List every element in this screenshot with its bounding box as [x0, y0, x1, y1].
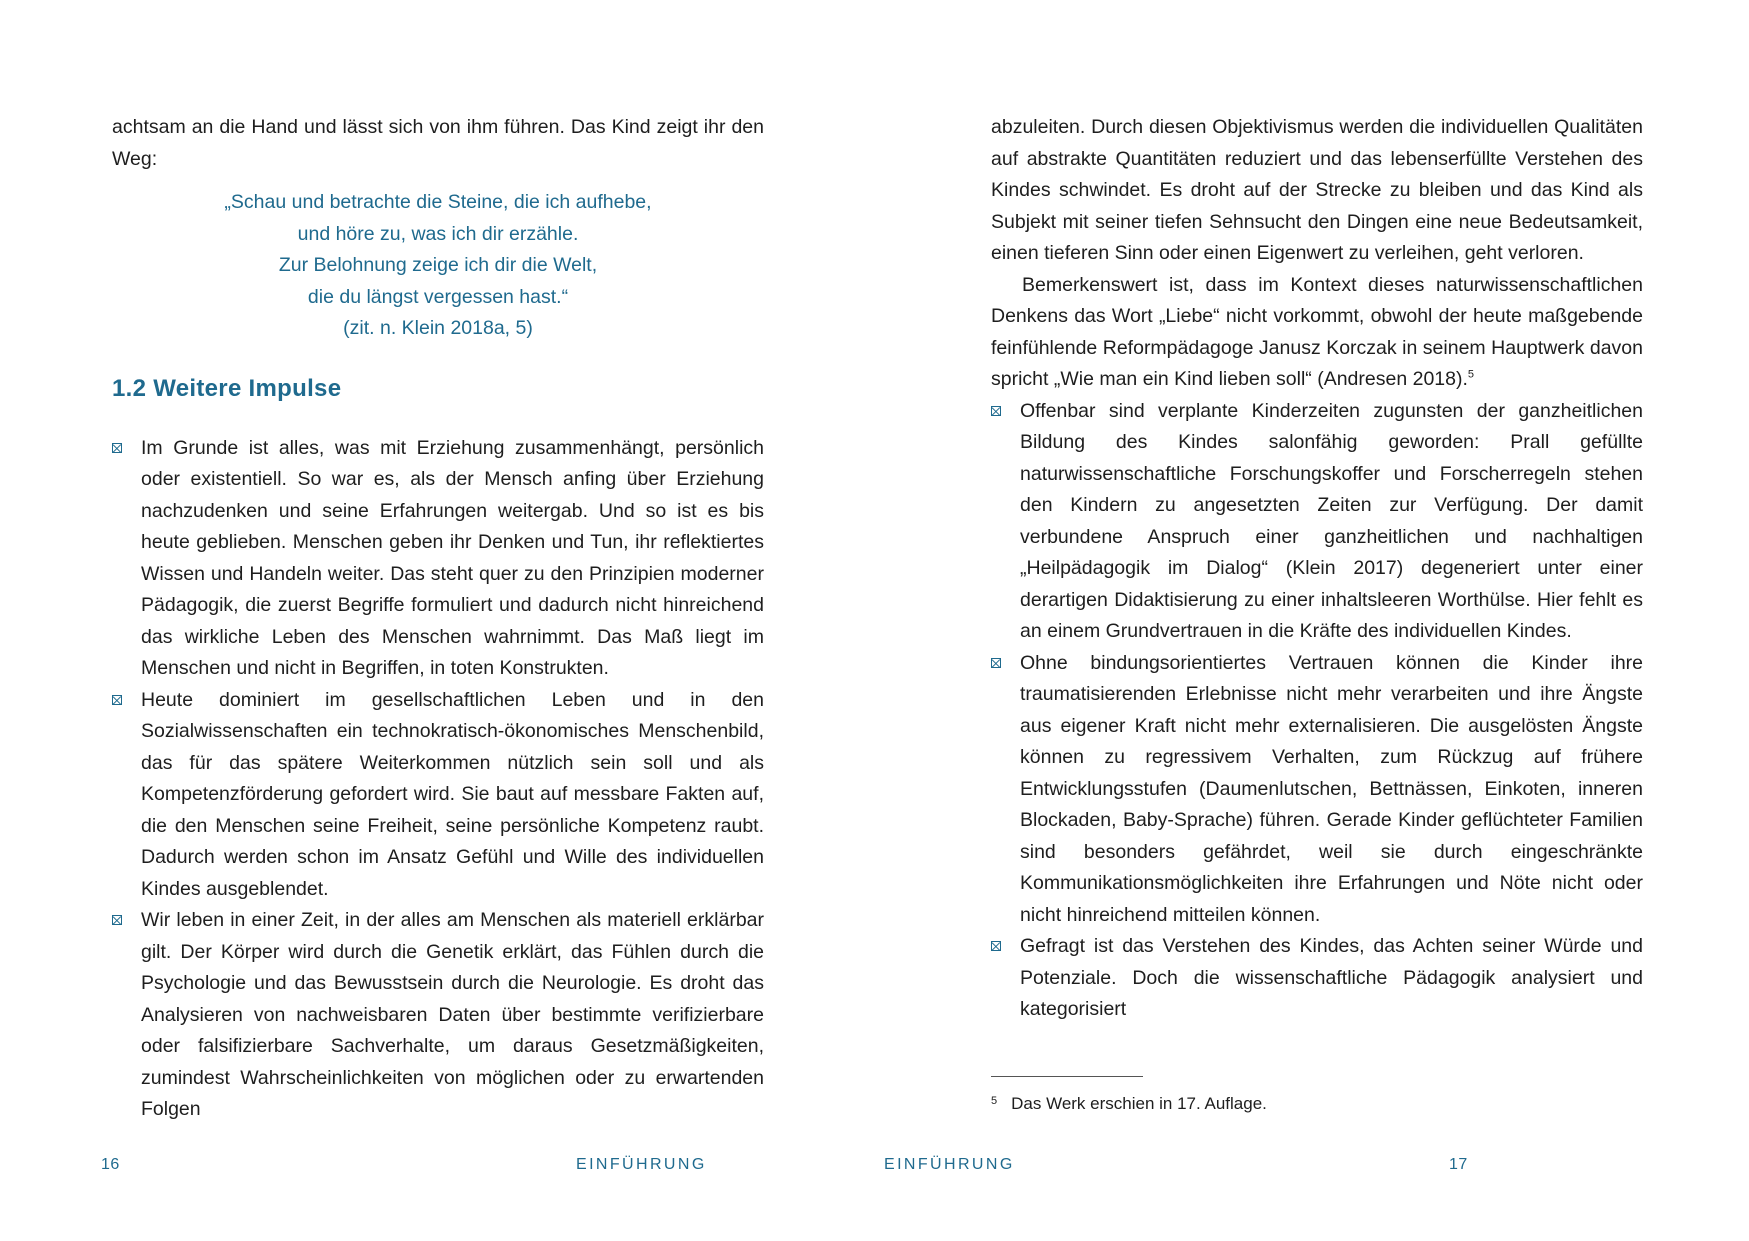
- quote-line: die du längst vergessen hast.“: [307, 285, 569, 308]
- checkbox-bullet-icon: [991, 658, 1001, 668]
- left-page: [0, 0, 874, 1241]
- checkbox-bullet-icon: [112, 695, 122, 705]
- list-item: [112, 685, 764, 906]
- list-item-text: Gefragt ist das Verstehen des Kindes, das Achten seiner Würde und Potenziale. Doch die wissenschaftliche Pädagogik analysiert und kategorisiert: [1020, 935, 1643, 1020]
- checkbox-bullet-icon: [991, 406, 1001, 416]
- list-item-text: Wir leben in einer Zeit, in der alles am Menschen als materiell erklärbar gilt. Der Körper wird durch die Genetik erklärt, das Fühlen durch die Psychologie und das Bewusstsein durch die Neurologie. Es droht das Analysieren von nachweisbaren Daten über bestimmte verifizierbare oder falsifizierbare Sachverhalte, um daraus Gesetzmäßigkeiten, zumindest Wahrscheinlichkeiten von möglichen oder zu erwartenden Folgen: [141, 909, 764, 1120]
- list-item-text: Ohne bindungsorientiertes Vertrauen können die Kinder ihre traumatisierenden Erlebnisse nicht mehr verarbeiten und ihre Ängste aus eigener Kraft nicht mehr externalisieren. Die ausgelösten Ängste können zu regressivem Verhalten, zum Rückzug auf frühere Entwicklungsstufen (Daumenlutschen, Bettnässen, Einkoten, inneren Blockaden, Baby-Sprache) führen. Gerade Kinder geflüchteter Familien sind besonders gefährdet, weil sie durch eingeschränkte Kommunikationsmöglichkeiten ihre Erfahrungen und Nöte nicht oder nicht hinreichend mitteilen können.: [1020, 651, 1643, 926]
- page-number: 17: [1449, 1156, 1468, 1173]
- quote-block: [112, 187, 764, 345]
- list-item: [991, 396, 1643, 648]
- paragraph: [991, 270, 1643, 396]
- section-heading: 1.2 Weitere Impulse: [112, 374, 342, 402]
- checkbox-bullet-icon: [991, 941, 1001, 951]
- bullet-list: [991, 396, 1643, 1026]
- quote-line: „Schau und betrachte die Steine, die ich aufhebe,: [224, 191, 652, 213]
- right-page: [875, 0, 1749, 1241]
- footnote-text: Das Werk erschien in 17. Auflage.: [1011, 1094, 1267, 1113]
- footnote: [991, 1089, 1267, 1116]
- continuation-paragraph: abzuleiten. Durch diesen Objektivismus werden die individuellen Qualitäten auf abstrakte Quantitäten reduziert und das lebenserfüllte Verstehen des Kindes schwindet. Es droht auf der Strecke zu bleiben und das Kind als Subjekt mit seiner tiefen Sehnsucht den Dingen eine neue Bedeutsamkeit, einen tieferen Sinn oder einen Eigenwert zu verleihen, geht verloren.: [991, 116, 1643, 264]
- list-item-text: Heute dominiert im gesellschaftlichen Leben und in den Sozialwissenschaften ein technokratisch-ökonomisches Menschenbild, das für das spätere Weiterkommen nützlich sein soll und als Kompetenzförderung gefordert wird. Sie baut auf messbare Fakten auf, die den Menschen seine Freiheit, seine persönliche Kompetenz raubt. Dadurch werden schon im Ansatz Gefühl und Wille des individuellen Kindes ausgeblendet.: [141, 688, 764, 900]
- list-item: [991, 648, 1643, 932]
- paragraph-text: Bemerkenswert ist, dass im Kontext dieses naturwissenschaftlichen Denkens das Wort „Liebe“ nicht vorkommt, obwohl der heute maßgebende feinfühlende Reformpädagoge Janusz Korczak in seinem Hauptwerk davon spricht „Wie man ein Kind lieben soll“ (Andresen 2018).: [991, 273, 1643, 390]
- checkbox-bullet-icon: [112, 915, 122, 925]
- page-number: 16: [101, 1156, 120, 1173]
- checkbox-bullet-icon: [112, 443, 122, 453]
- running-head: EINFÜHRUNG: [576, 1156, 707, 1173]
- quote-line: Zur Belohnung zeige ich dir die Welt,: [278, 254, 598, 276]
- running-head: EINFÜHRUNG: [884, 1156, 1015, 1173]
- footnote-divider: [991, 1076, 1143, 1077]
- left-text-column: [112, 112, 764, 1126]
- bullet-list: [112, 433, 764, 1126]
- list-item-text: Offenbar sind verplante Kinderzeiten zugunsten der ganzheitlichen Bildung des Kindes salonfähig geworden: Prall gefüllte naturwissenschaftliche Forschungskoffer und Forscherregeln stehen den Kindern zu angesetzten Zeiten zur Verfügung. Der damit verbundene Anspruch einer ganzheitlichen und nachhaltigen „Heilpädagogik im Dialog“ (Klein 2017) degeneriert unter einer derartigen Didaktisierung zu einer inhaltsleeren Worthülse. Hier fehlt es an einem Grundvertrauen in die Kräfte des individuellen Kindes.: [1020, 399, 1643, 642]
- intro-paragraph: achtsam an die Hand und lässt sich von ihm führen. Das Kind zeigt ihr den Weg:: [112, 116, 764, 170]
- quote-line: und höre zu, was ich dir erzähle.: [297, 222, 579, 245]
- footnote-reference: 5: [1467, 368, 1475, 381]
- list-item: [112, 433, 764, 685]
- list-item-text: Im Grunde ist alles, was mit Erziehung zusammenhängt, persönlich oder existentiell. So war es, als der Mensch anfing über Erziehung nachzudenken und seine Erfahrungen weitergab. Und so ist es bis heute geblieben. Menschen geben ihr Denken und Tun, ihr reflektiertes Wissen und Handeln weiter. Das steht quer zu den Prinzipien moderner Pädagogik, die zuerst Begriffe formuliert und dadurch nicht hinreichend das wirkliche Leben des Menschen wahrnimmt. Das Maß liegt im Menschen und nicht in Begriffen, in toten Konstrukten.: [141, 436, 764, 679]
- quote-citation: (zit. n. Klein 2018a, 5): [343, 317, 533, 339]
- footnote-number: 5: [991, 1095, 998, 1107]
- right-text-column: [991, 112, 1643, 1026]
- list-item: [991, 931, 1643, 1026]
- list-item: [112, 905, 764, 1126]
